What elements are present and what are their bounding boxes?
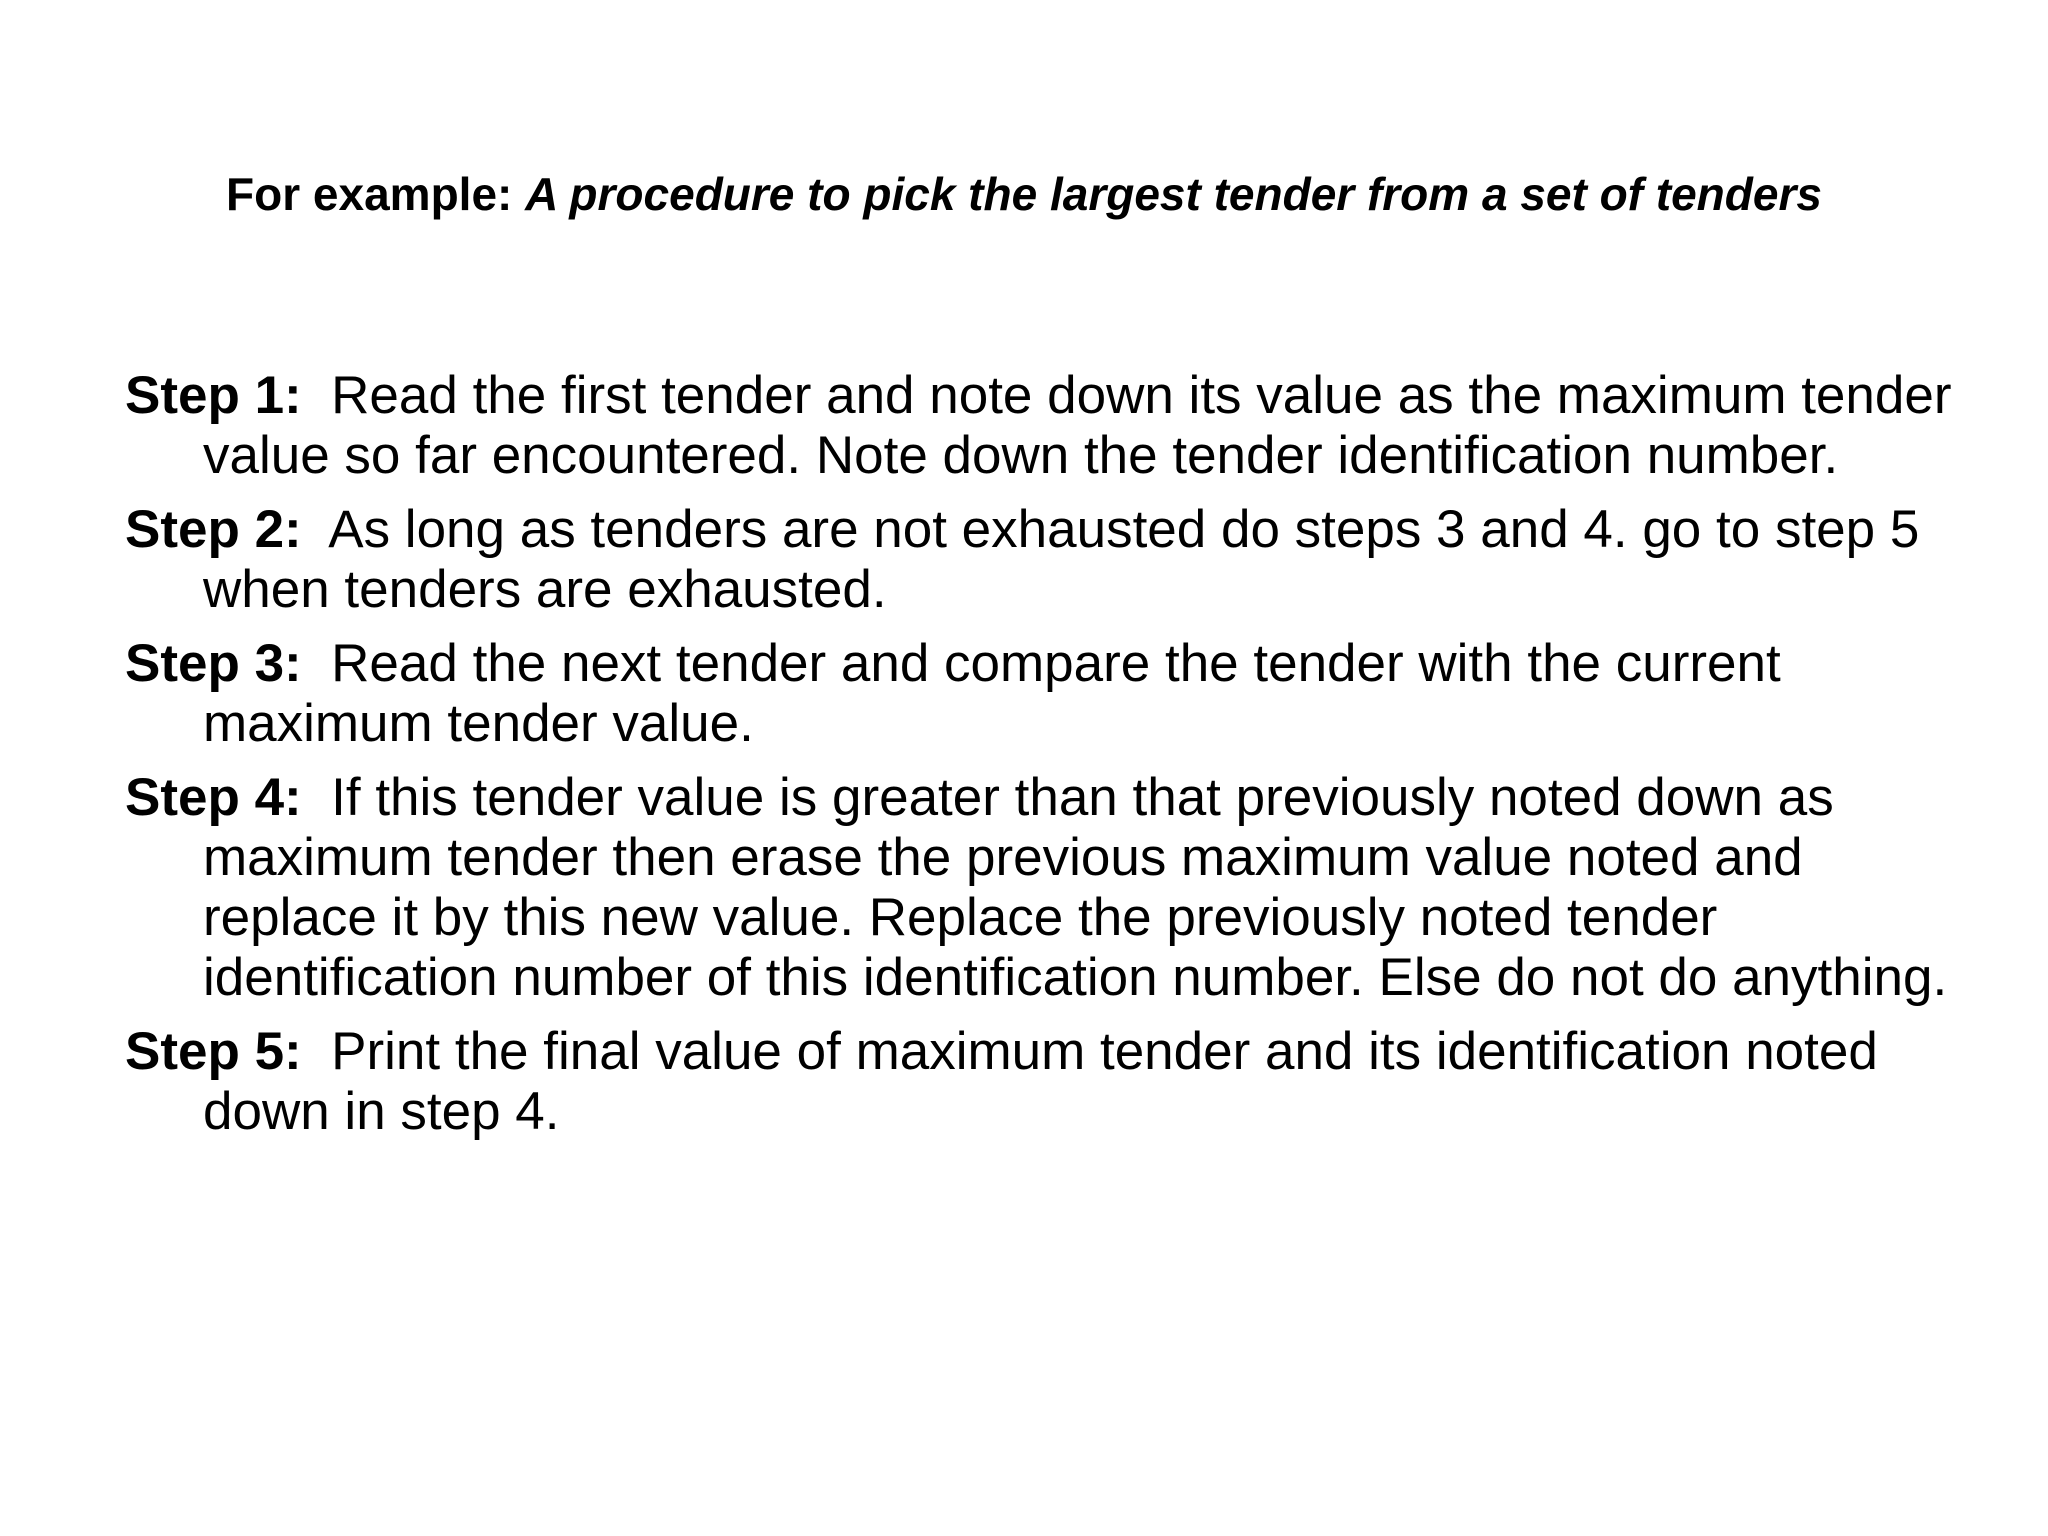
- step-label: Step 2:: [125, 500, 302, 559]
- step-1: [125, 366, 1967, 486]
- step-text: Read the next tender and compare the tender with the current maximum tender value.: [203, 634, 1796, 753]
- slide-title: [100, 162, 1948, 226]
- step-text: Print the final value of maximum tender and its identification noted down in step 4.: [203, 1022, 1893, 1141]
- step-4: [125, 768, 1955, 1008]
- step-text: As long as tenders are not exhausted do steps 3 and 4. go to step 5 when tenders are exhausted.: [203, 500, 1935, 619]
- title-emphasis: A procedure to pick the largest tender from a set of tenders: [525, 168, 1822, 220]
- step-label: Step 5:: [125, 1022, 302, 1081]
- title-prefix: For example:: [226, 168, 526, 220]
- step-label: Step 1:: [125, 366, 302, 425]
- step-3: [125, 634, 1955, 754]
- step-label: Step 4:: [125, 768, 302, 827]
- step-5: [125, 1022, 1955, 1142]
- step-text: Read the first tender and note down its value as the maximum tender value so far encountered. Note down the tender identification number.: [203, 366, 1967, 485]
- steps-list: [125, 366, 1967, 1156]
- step-label: Step 3:: [125, 634, 302, 693]
- step-text: If this tender value is greater than that previously noted down as maximum tender then erase the previous maximum value noted and replace it by this new value. Replace the previously noted tender identification number of this identification number. Else do not do anything.: [203, 768, 1948, 1007]
- step-2: [125, 500, 1955, 620]
